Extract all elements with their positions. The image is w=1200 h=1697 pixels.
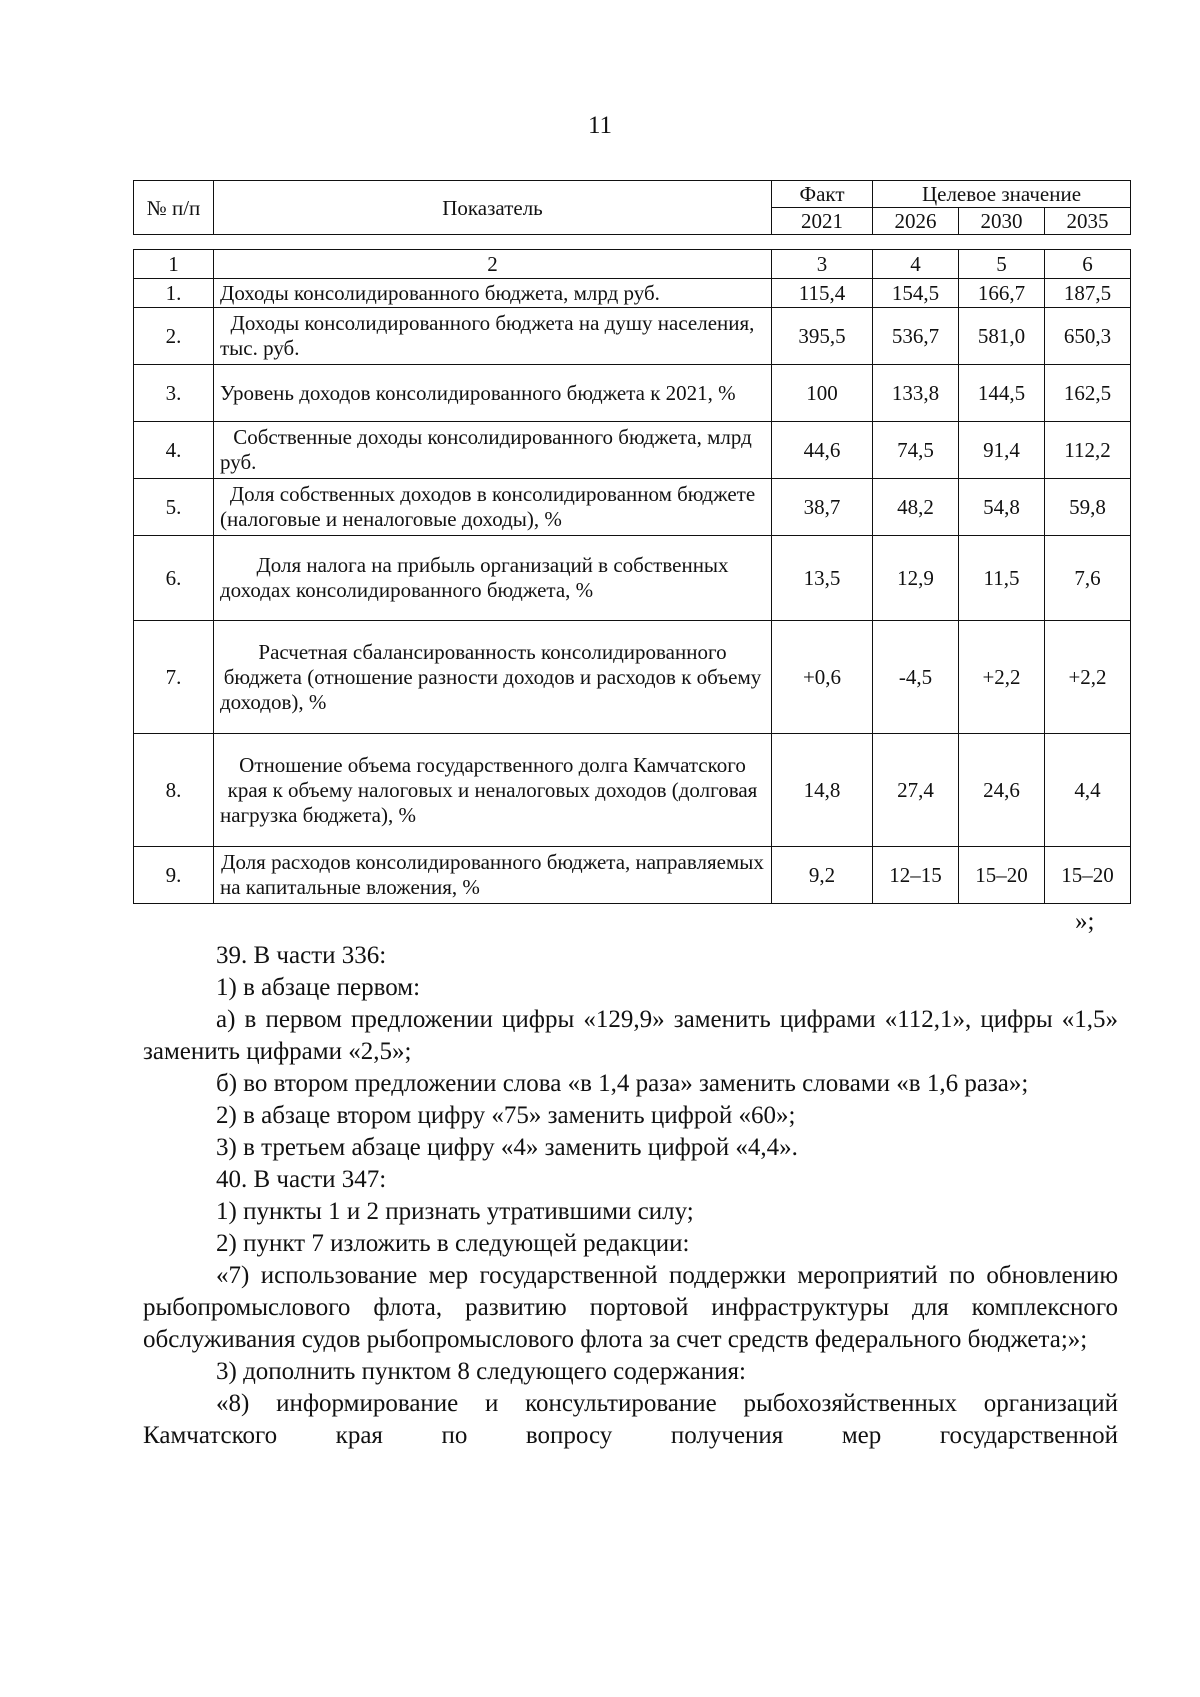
header-number-column: № п/п: [134, 181, 214, 235]
value-2030: +2,2: [959, 621, 1045, 734]
row-number: 5.: [134, 479, 214, 536]
column-number: 1: [134, 250, 214, 279]
column-number: 6: [1045, 250, 1131, 279]
value-2030: 91,4: [959, 422, 1045, 479]
value-2026: 154,5: [873, 279, 959, 308]
value-2035: 187,5: [1045, 279, 1131, 308]
paragraph: 3) дополнить пунктом 8 следующего содержания:: [216, 1358, 746, 1385]
table-row: [134, 734, 1131, 847]
value-2021: 9,2: [772, 847, 873, 904]
indicator-name: Доля расходов консолидированного бюджета, направляемых на капитальные вложения, %: [214, 847, 772, 904]
column-number: 4: [873, 250, 959, 279]
value-2021: +0,6: [772, 621, 873, 734]
value-2035: 162,5: [1045, 365, 1131, 422]
indicator-table-header: [133, 180, 1131, 235]
value-2035: 59,8: [1045, 479, 1131, 536]
value-2026: 27,4: [873, 734, 959, 847]
row-number: 6.: [134, 536, 214, 621]
header-fact: Факт: [772, 181, 873, 208]
paragraph: «7) использование мер государственной поддержки мероприятий по обновлению рыбопромыслового флота, развитию портовой инфраструктуры для комплексного обслуживания судов рыбопромыслового флота за счет средств федерального бюджета;»;: [143, 1262, 1118, 1353]
table-row: [134, 536, 1131, 621]
paragraph: 40. В части 347:: [216, 1166, 387, 1193]
column-number: 2: [214, 250, 772, 279]
value-2035: 7,6: [1045, 536, 1131, 621]
value-2026: 12,9: [873, 536, 959, 621]
page-number: 11: [587, 112, 613, 139]
row-number: 3.: [134, 365, 214, 422]
value-2030: 581,0: [959, 308, 1045, 365]
value-2026: 74,5: [873, 422, 959, 479]
table-row: [134, 365, 1131, 422]
table-row: [134, 308, 1131, 365]
body-text: [143, 940, 1118, 1452]
closing-quote-mark: »;: [1075, 908, 1095, 935]
row-number: 9.: [134, 847, 214, 904]
paragraph: «8) информирование и консультирование рыбохозяйственных организаций Камчатского края по вопросу получения мер государственной: [143, 1390, 1118, 1449]
value-2035: +2,2: [1045, 621, 1131, 734]
value-2021: 115,4: [772, 279, 873, 308]
value-2021: 14,8: [772, 734, 873, 847]
value-2030: 11,5: [959, 536, 1045, 621]
indicator-name: Уровень доходов консолидированного бюджета к 2021, %: [214, 365, 772, 422]
table-row: [134, 479, 1131, 536]
value-2021: 100: [772, 365, 873, 422]
value-2021: 38,7: [772, 479, 873, 536]
indicator-name: Расчетная сбалансированность консолидированного бюджета (отношение разности доходов и расходов к объему доходов), %: [214, 621, 772, 734]
paragraph: б) во втором предложении слова «в 1,4 раза» заменить словами «в 1,6 раза»;: [216, 1070, 1029, 1097]
paragraph: а) в первом предложении цифры «129,9» заменить цифрами «112,1», цифры «1,5» заменить цифрами «2,5»;: [143, 1006, 1118, 1065]
value-2026: 12–15: [873, 847, 959, 904]
header-indicator-column: Показатель: [214, 181, 772, 235]
value-2030: 15–20: [959, 847, 1045, 904]
row-number: 1.: [134, 279, 214, 308]
header-year-2021: 2021: [772, 208, 873, 235]
value-2021: 395,5: [772, 308, 873, 365]
value-2026: -4,5: [873, 621, 959, 734]
column-number: 3: [772, 250, 873, 279]
indicator-name: Доля собственных доходов в консолидированном бюджете (налоговые и неналоговые доходы), %: [214, 479, 772, 536]
header-year-2030: 2030: [959, 208, 1045, 235]
paragraph: 2) в абзаце втором цифру «75» заменить цифрой «60»;: [216, 1102, 796, 1129]
table-row: [134, 422, 1131, 479]
column-number: 5: [959, 250, 1045, 279]
indicator-name: Доходы консолидированного бюджета, млрд руб.: [214, 279, 772, 308]
row-number: 4.: [134, 422, 214, 479]
paragraph: 39. В части 336:: [216, 942, 387, 969]
value-2035: 112,2: [1045, 422, 1131, 479]
value-2030: 24,6: [959, 734, 1045, 847]
table-row: [134, 279, 1131, 308]
row-number: 7.: [134, 621, 214, 734]
value-2026: 133,8: [873, 365, 959, 422]
indicator-name: Собственные доходы консолидированного бюджета, млрд руб.: [214, 422, 772, 479]
indicator-name: Отношение объема государственного долга Камчатского края к объему налоговых и неналоговых доходов (долговая нагрузка бюджета), %: [214, 734, 772, 847]
value-2021: 13,5: [772, 536, 873, 621]
row-number: 8.: [134, 734, 214, 847]
value-2035: 650,3: [1045, 308, 1131, 365]
indicator-name: Доходы консолидированного бюджета на душу населения, тыс. руб.: [214, 308, 772, 365]
indicator-name: Доля налога на прибыль организаций в собственных доходах консолидированного бюджета, %: [214, 536, 772, 621]
table-row: [134, 847, 1131, 904]
value-2030: 166,7: [959, 279, 1045, 308]
value-2030: 144,5: [959, 365, 1045, 422]
value-2035: 15–20: [1045, 847, 1131, 904]
value-2035: 4,4: [1045, 734, 1131, 847]
table-row: [134, 621, 1131, 734]
indicator-table: [133, 249, 1131, 904]
paragraph: 1) пункты 1 и 2 признать утратившими силу;: [216, 1198, 694, 1225]
row-number: 2.: [134, 308, 214, 365]
value-2026: 536,7: [873, 308, 959, 365]
header-year-2035: 2035: [1045, 208, 1131, 235]
paragraph: 1) в абзаце первом:: [216, 974, 421, 1001]
value-2021: 44,6: [772, 422, 873, 479]
paragraph: 2) пункт 7 изложить в следующей редакции:: [216, 1230, 690, 1257]
column-number-row: [134, 250, 1131, 279]
header-year-2026: 2026: [873, 208, 959, 235]
header-target-value: Целевое значение: [873, 181, 1131, 208]
value-2026: 48,2: [873, 479, 959, 536]
value-2030: 54,8: [959, 479, 1045, 536]
paragraph: 3) в третьем абзаце цифру «4» заменить цифрой «4,4».: [216, 1134, 798, 1161]
